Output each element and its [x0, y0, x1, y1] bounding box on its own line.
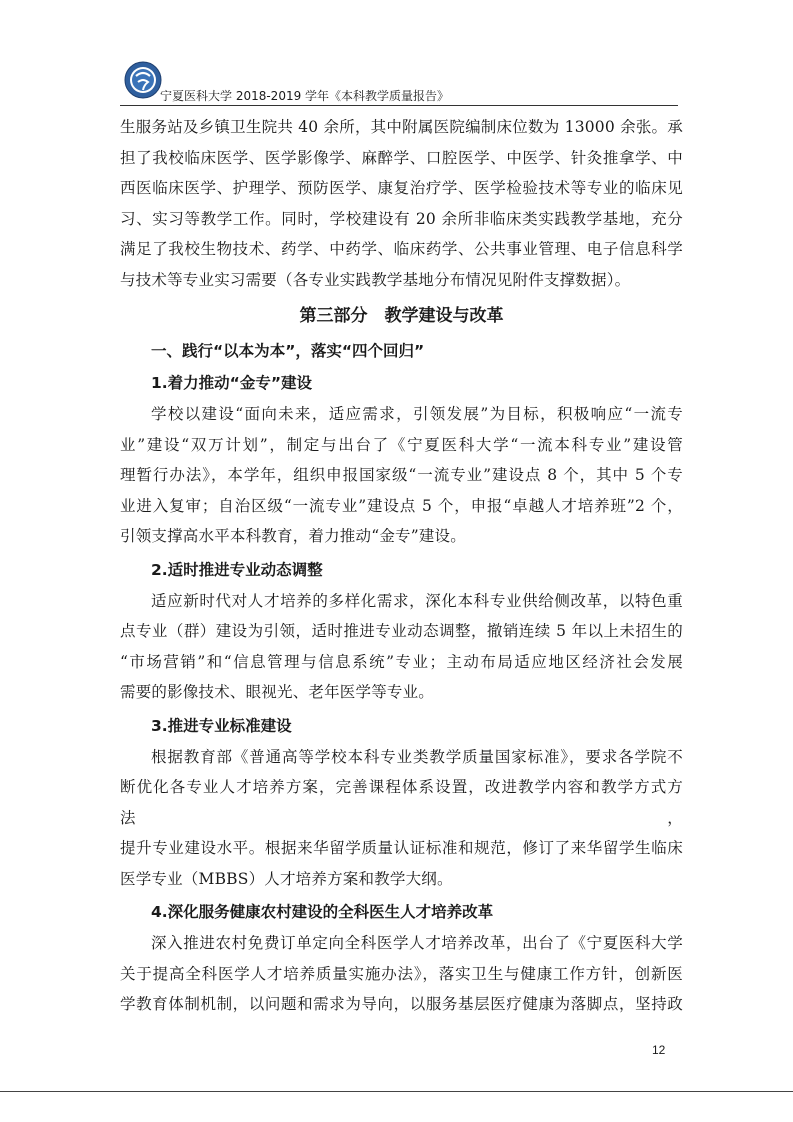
- text-line: 适应新时代对人才培养的多样化需求，深化本科专业供给侧改革，以特色重: [151, 591, 683, 610]
- university-seal-icon: [123, 60, 163, 100]
- subsection-heading: 3.推进专业标准建设: [151, 716, 292, 735]
- page-number: 12: [652, 1043, 666, 1057]
- text-line: 业”建设“双万计划”，制定与出台了《宁夏医科大学“一流本科专业”建设管: [120, 435, 683, 454]
- page-header: [118, 58, 678, 108]
- footer-divider: [0, 1091, 793, 1092]
- text-line: 深入推进农村免费订单定向全科医学人才培养改革，出台了《宁夏医科大学: [151, 934, 683, 952]
- subsection-paragraph: [120, 742, 683, 895]
- document-body: [120, 112, 683, 1020]
- header-divider: [120, 105, 678, 106]
- header-title: 宁夏医科大学 2018-2019 学年《本科教学质量报告》: [160, 89, 450, 103]
- text-line: 生服务站及乡镇卫生院共 40 余所，其中附属医院编制床位数为 13000 余张。承: [120, 118, 683, 136]
- text-line: 业进入复审；自治区级“一流专业”建设点 5 个，申报“卓越人才培养班”2 个，: [120, 496, 683, 515]
- subsection-heading: 1.着力推动“金专”建设: [151, 374, 313, 392]
- text-line: 满足了我校生物技术、药学、中药学、临床药学、公共事业管理、电子信息科学: [120, 240, 683, 258]
- section-heading: 一、践行“以本为本”，落实“四个回归”: [151, 342, 425, 360]
- text-line: 与技术等专业实习需要（各专业实践教学基地分布情况见附件支撑数据）。: [120, 270, 631, 289]
- text-line: 担了我校临床医学、医学影像学、麻醉学、口腔医学、中医学、针灸推拿学、中: [120, 148, 683, 167]
- subsection-paragraph: [120, 928, 683, 1020]
- text-line: 习、实习等教学工作。同时，学校建设有 20 余所非临床类实践教学基地，充分: [120, 209, 683, 228]
- text-line: 引领支撑高水平本科教育，着力推动“金专”建设。: [120, 527, 466, 545]
- text-line: “市场营销”和“信息管理与信息系统”专业；主动布局适应地区经济社会发展: [120, 652, 683, 671]
- text-line: 需要的影像技术、眼视光、老年医学等专业。: [120, 683, 435, 701]
- text-line: 根据教育部《普通高等学校本科专业类教学质量国家标准》，要求各学院不: [151, 747, 683, 766]
- text-line: 提升专业建设水平。根据来华留学质量认证标准和规范，修订了来华留学生临床: [120, 839, 683, 857]
- subsection-heading: 2.适时推进专业动态调整: [151, 560, 323, 579]
- text-line: 断优化各专业人才培养方案，完善课程体系设置，改进教学内容和教学方式方法，: [120, 778, 683, 827]
- subsection-paragraph: [120, 586, 683, 708]
- text-line: 西医临床医学、护理学、预防医学、康复治疗学、医学检验技术等专业的临床见: [120, 179, 683, 197]
- text-line: 点专业（群）建设为引领，适时推进专业动态调整，撤销连续 5 年以上未招生的: [120, 622, 683, 640]
- text-line: 学校以建设“面向未来，适应需求，引领发展”为目标，积极响应“一流专: [151, 405, 683, 423]
- text-line: 关于提高全科医学人才培养质量实施办法》，落实卫生与健康工作方针，创新医: [120, 964, 683, 983]
- subsection-paragraph: [120, 399, 683, 552]
- text-line: 医学专业（MBBS）人才培养方案和教学大纲。: [120, 869, 453, 888]
- subsection-heading: 4.深化服务健康农村建设的全科医生人才培养改革: [151, 903, 494, 921]
- text-line: 理暂行办法》，本学年，组织申报国家级“一流专业”建设点 8 个，其中 5 个专: [120, 466, 683, 484]
- text-line: 学教育体制机制，以问题和需求为导向，以服务基层医疗健康为落脚点，坚持政: [120, 995, 683, 1013]
- part-title: 第三部分 教学建设与改革: [299, 306, 504, 326]
- intro-paragraph: [120, 112, 683, 295]
